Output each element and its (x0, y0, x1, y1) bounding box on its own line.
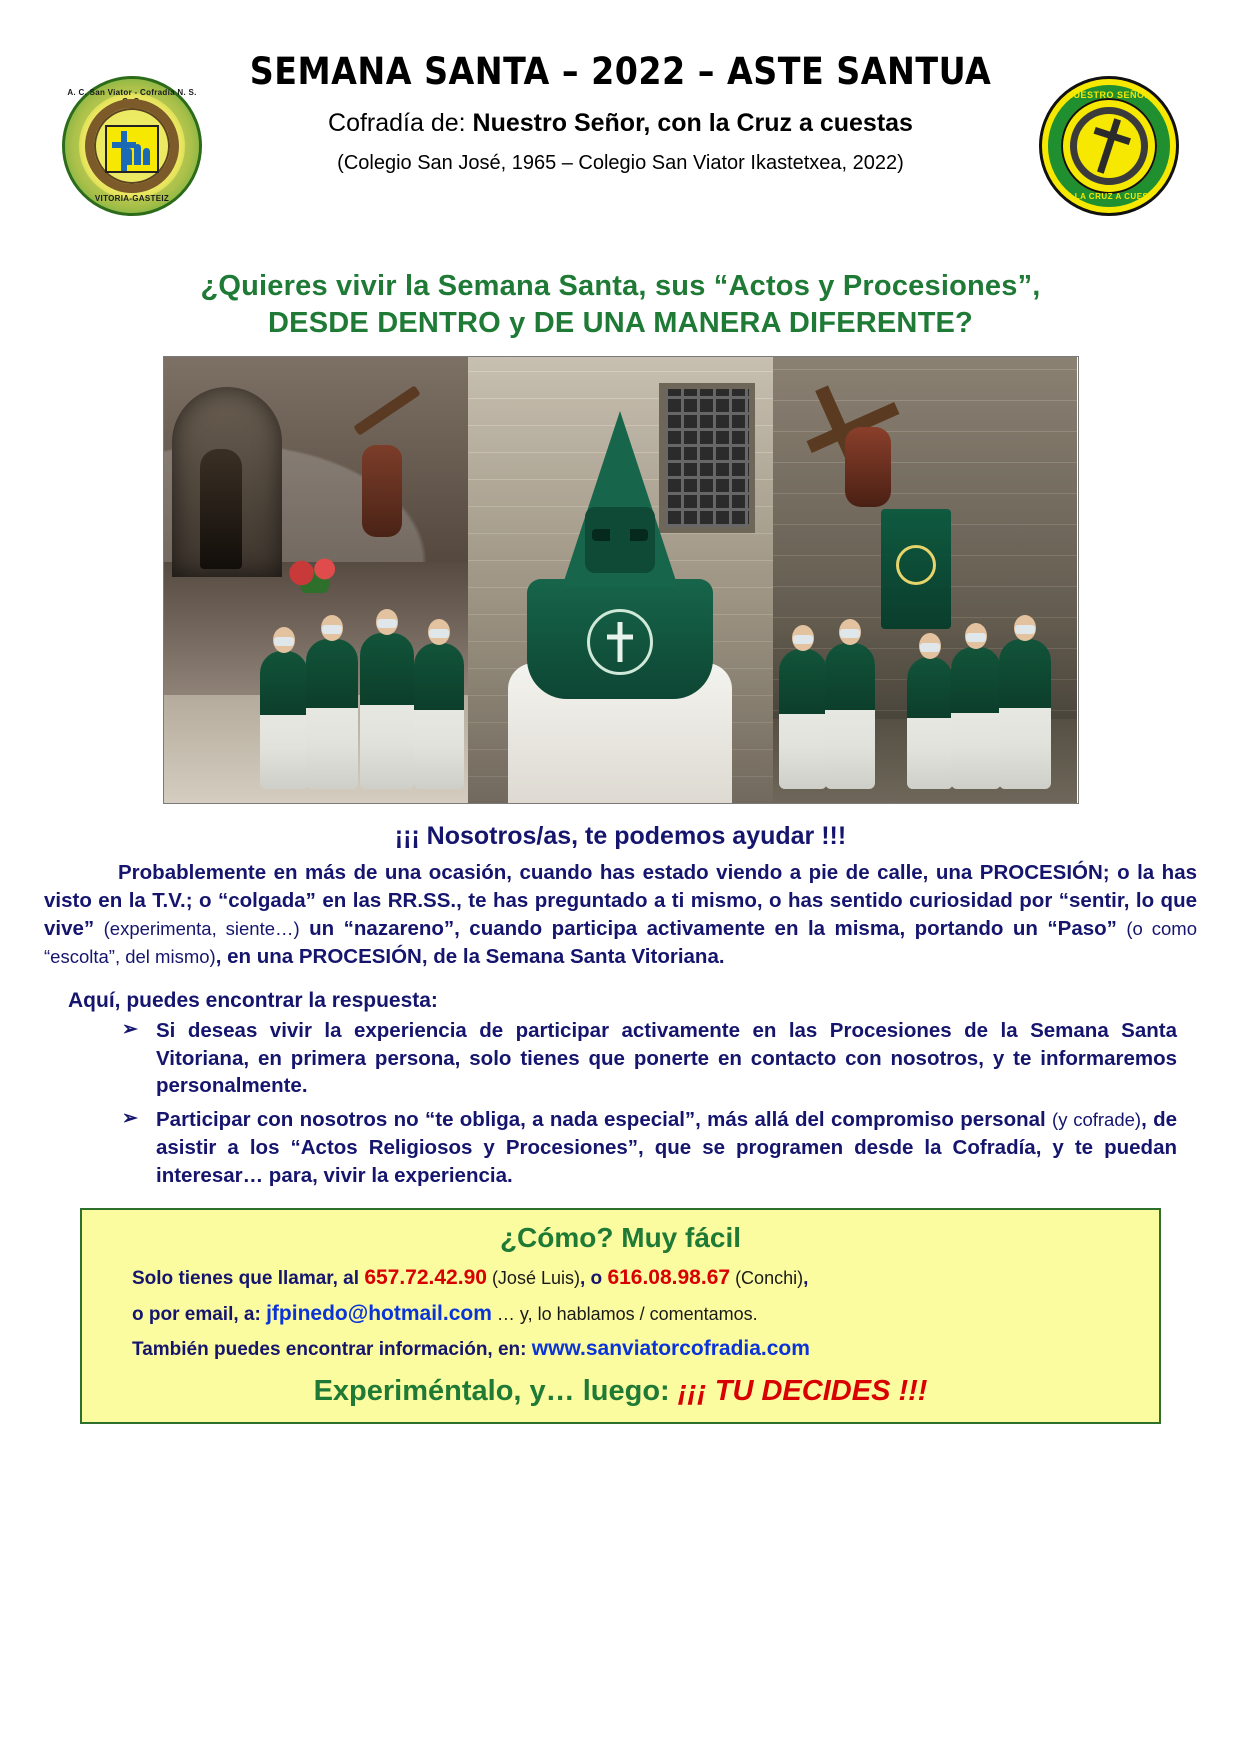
list-item-text-thin: (y cofrade) (1052, 1109, 1142, 1131)
benefits-list (122, 1017, 1177, 1190)
brotherhood-line (220, 109, 1021, 138)
seal-left-ring-top-text: A. C. San Viator - Cofradía N. S. C. C. (67, 88, 197, 106)
seal-right-ring-top-text: NUESTRO SEÑOR (1066, 90, 1152, 100)
phone-2-owner: (Conchi) (730, 1267, 804, 1288)
contact-box-title: ¿Cómo? Muy fácil (499, 1221, 742, 1253)
headline-question-line2: DESDE DENTRO y DE UNA MANERA DIFERENTE? (268, 307, 973, 340)
help-headline: ¡¡¡ Nosotros/as, te podemos ayudar !!! (394, 822, 847, 851)
list-item (122, 1017, 1177, 1101)
list-item-text-a: Participar con nosotros no “te obliga, a nada especial”, más allá del compromiso personal (156, 1108, 1053, 1132)
call-to-action-part2: ¡¡¡ TU DECIDES !!! (677, 1375, 928, 1408)
seal-left-ring-bottom-text: VITORIA-GASTEIZ (94, 194, 170, 203)
contact-call-label: Solo tienes que llamar, al (132, 1267, 365, 1289)
bullet-arrow-icon: ➢ (122, 1018, 138, 1040)
phone-separator: , o (579, 1267, 608, 1289)
intro-paragraph-part5: , en una PROCESIÓN, de la Semana Santa Vitoriana. (215, 944, 725, 968)
contact-email-label: o por email, a: (132, 1303, 267, 1325)
contact-email-line (132, 1300, 1141, 1328)
cofradia-seal-right-icon (1039, 76, 1179, 216)
call-to-action-part1: Experiméntalo, y… luego: (313, 1375, 678, 1408)
contact-email-note: … y, lo hablamos / comentamos. (491, 1303, 758, 1324)
intro-paragraph-part4: (o como “escolta”, del mismo) (44, 917, 1197, 967)
list-item-text: Si deseas vivir la experiencia de participar activamente en las Procesiones de la Semana Santa Vitoriana, en primera persona, solo tienes que ponerte en contacto con nosotros, y te informaremos personalmente. (156, 1018, 1177, 1098)
school-history-line: (Colegio San José, 1965 – Colegio San Viator Ikastetxea, 2022) (337, 152, 904, 174)
answer-lead-in: Aquí, puedes encontrar la respuesta: (68, 988, 438, 1012)
cofradia-seal-left-icon (62, 76, 202, 216)
intro-paragraph-part2: (experimenta, siente…) (103, 917, 300, 939)
phone-1-owner: (José Luis) (486, 1267, 580, 1288)
contact-web-label: También puedes encontrar información, en: (132, 1339, 532, 1361)
list-item (122, 1106, 1177, 1190)
intro-paragraph (44, 859, 1197, 971)
contact-web-line (132, 1335, 1141, 1363)
intro-paragraph-part3: un “nazareno”, cuando participa activamente en la misma, portando un “Paso” (299, 916, 1127, 940)
poster-header (30, 50, 1211, 246)
intro-paragraph-part1: Probablemente en más de una ocasión, cuando has estado viendo a pie de calle, una PROCESIÓN; o la has visto en la T.V.; o “colgada” en las RR.SS., te has preguntado a ti mismo, o has sentido curiosidad por “sentir, lo que vive” (44, 861, 1197, 940)
brotherhood-name: Nuestro Señor, con la Cruz a cuestas (472, 109, 913, 137)
brotherhood-prefix: Cofradía de: (328, 109, 473, 137)
photo-nazareno-capirote (468, 357, 773, 803)
list-item-text-b: , de asistir a los “Actos Religiosos y Procesiones”, que se programen desde la Cofradía, y te puedan interesar… para, vivir la experiencia. (156, 1108, 1177, 1188)
call-to-action (100, 1375, 1141, 1408)
email-address[interactable]: jfpinedo@hotmail.com (266, 1301, 492, 1325)
photo-cofrades-estandarte (773, 357, 1077, 803)
phones-line-end: , (803, 1267, 809, 1289)
photo-cofrades-cripta (164, 357, 468, 803)
bullet-arrow-icon: ➢ (122, 1108, 138, 1130)
page-title: SEMANA SANTA – 2022 – ASTE SANTUA (249, 50, 992, 93)
contact-box (80, 1208, 1161, 1424)
phone-number-1[interactable]: 657.72.42.90 (364, 1265, 487, 1289)
phone-number-2[interactable]: 616.08.98.67 (607, 1265, 731, 1289)
seal-right-ring-bottom-text: CON LA CRUZ A CUESTAS (1052, 192, 1166, 201)
website-link[interactable]: www.sanviatorcofradia.com (531, 1337, 810, 1361)
headline-question (30, 268, 1211, 342)
photo-strip (163, 356, 1079, 804)
contact-phones-line (132, 1264, 1141, 1292)
headline-question-line1: ¿Quieres vivir la Semana Santa, sus “Actos y Procesiones”, (200, 270, 1041, 302)
